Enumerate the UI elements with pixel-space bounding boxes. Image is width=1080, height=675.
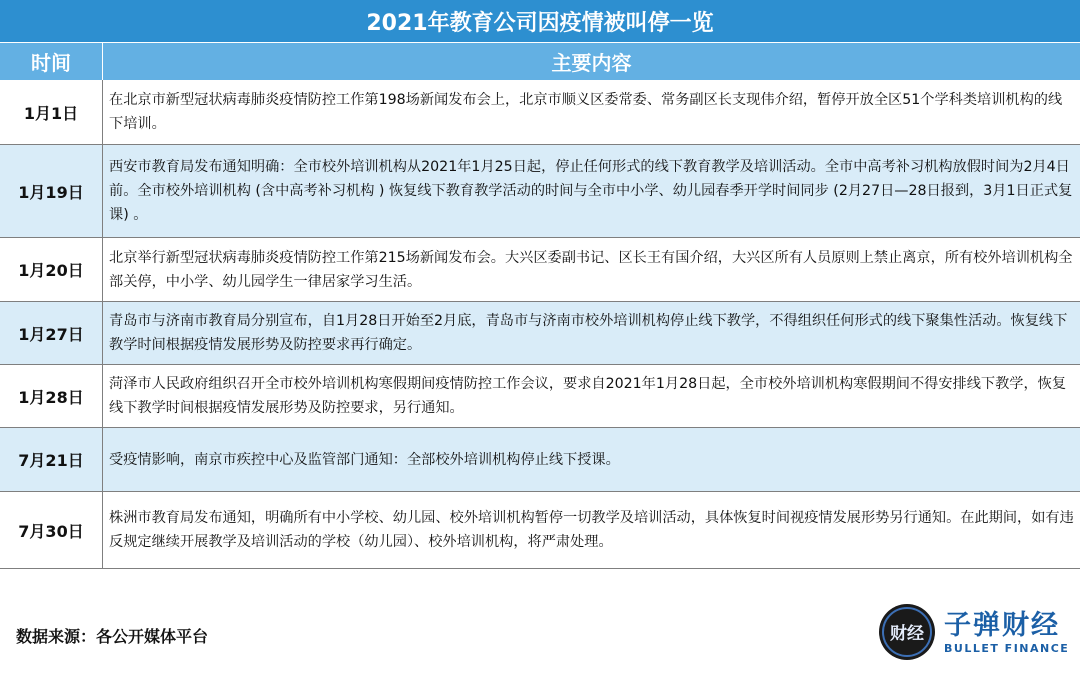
row-content: 在北京市新型冠状病毒肺炎疫情防控工作第198场新闻发布会上，北京市顺义区委常委、常务副区长支现伟介绍，暂停开放全区51个学科类培训机构的线下培训。 — [109, 92, 1063, 132]
page-title: 2021年教育公司因疫情被叫停一览 — [0, 0, 1080, 43]
row-content: 株洲市教育局发布通知，明确所有中小学校、幼儿园、校外培训机构暂停一切教学及培训活动，具体恢复时间视疫情发展形势另行通知。在此期间，如有违反规定继续开展教学及培训活动的学校（幼儿园）、校外培训机构，将严肃处理。 — [109, 510, 1074, 550]
row-content: 菏泽市人民政府组织召开全市校外培训机构寒假期间疫情防控工作会议，要求自2021年1月28日起，全市校外培训机构寒假期间不得安排线下教学，恢复线下教学时间根据疫情发展形势及防控要求，另行通知。 — [109, 376, 1067, 416]
row-date: 1月19日 — [0, 145, 103, 237]
table-header — [0, 43, 1080, 80]
table-row — [0, 145, 1080, 238]
table-row — [0, 365, 1080, 428]
row-content: 青岛市与济南市教育局分别宣布，自1月28日开始至2月底，青岛市与济南市校外培训机构停止线下教学，不得组织任何形式的线下聚集性活动。恢复线下教学时间根据疫情发展形势及防控要求再行确定。 — [109, 313, 1068, 353]
table-row — [0, 238, 1080, 302]
events-table — [0, 80, 1080, 569]
bullet-finance-logo-icon — [878, 603, 936, 661]
table-row — [0, 428, 1080, 492]
row-content: 北京举行新型冠状病毒肺炎疫情防控工作第215场新闻发布会。大兴区委副书记、区长王有国介绍，大兴区所有人员原则上禁止离京，所有校外培训机构全部关停，中小学、幼儿园学生一律居家学习生活。 — [109, 249, 1073, 290]
header-date: 时间 — [0, 43, 103, 80]
brand-logo — [878, 600, 1074, 664]
row-date: 1月20日 — [0, 238, 103, 301]
data-source-note: 数据来源：各公开媒体平台 — [16, 627, 209, 646]
header-content: 主要内容 — [551, 51, 632, 75]
logo-chinese-name: 子弹财经 — [944, 609, 1060, 641]
table-row — [0, 80, 1080, 145]
row-date: 1月28日 — [0, 365, 103, 427]
row-date: 1月1日 — [0, 80, 103, 144]
row-content: 西安市教育局发布通知明确：全市校外培训机构从2021年1月25日起，停止任何形式的线下教育教学及培训活动。全市中高考补习机构放假时间为2月4日前。全市校外培训机构 (含中高考补习机构 ) 恢复线下教育教学活动的时间与全市中小学、幼儿园春季开学时间同步 (2月27日—28日报到，3月1日正式复课) 。 — [109, 159, 1073, 223]
row-content: 受疫情影响，南京市疾控中心及监管部门通知：全部校外培训机构停止线下授课。 — [109, 451, 620, 468]
svg-text:财经: 财经 — [890, 624, 924, 644]
table-row — [0, 492, 1080, 569]
table-row — [0, 302, 1080, 365]
logo-english-name: BULLET FINANCE — [944, 641, 1070, 655]
row-date: 7月21日 — [0, 428, 103, 491]
row-date: 1月27日 — [0, 302, 103, 364]
row-date: 7月30日 — [0, 492, 103, 568]
